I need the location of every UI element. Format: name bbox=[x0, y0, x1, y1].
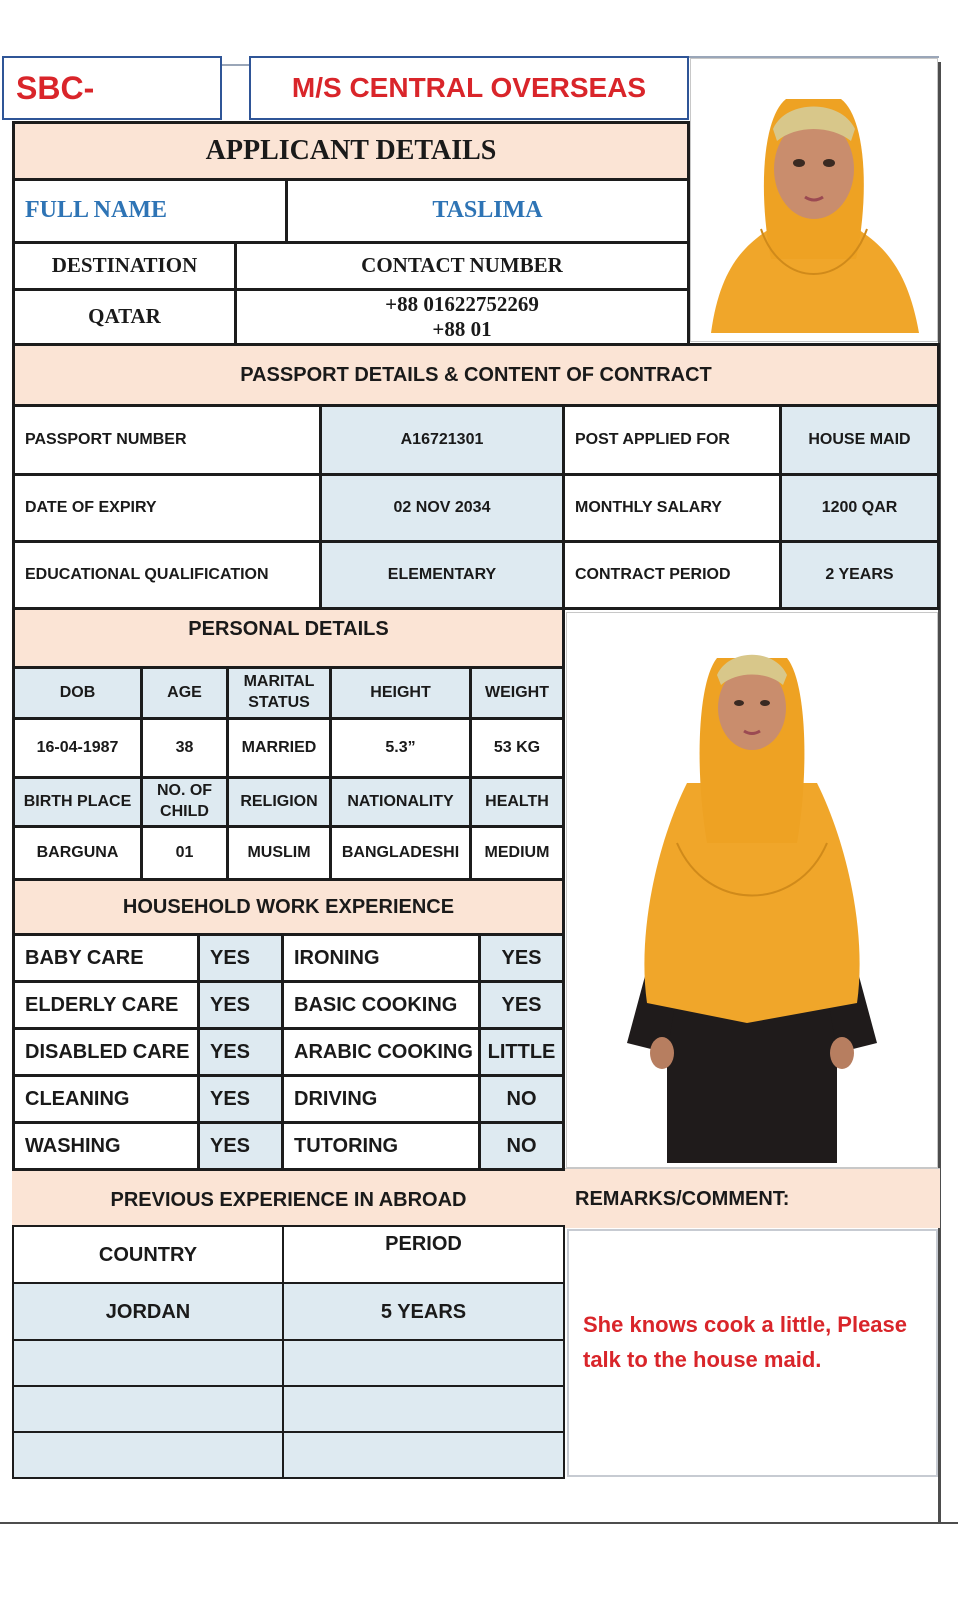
section-title-remarks: REMARKS/COMMENT: bbox=[565, 1168, 940, 1228]
post-applied-value: HOUSE MAID bbox=[779, 404, 940, 476]
monthly-salary-value: 1200 QAR bbox=[779, 473, 940, 543]
education-value: ELEMENTARY bbox=[319, 540, 565, 610]
household-skill-value: NO bbox=[478, 1074, 565, 1124]
abroad-empty-row bbox=[282, 1431, 565, 1479]
no-of-child-value: 01 bbox=[140, 825, 229, 881]
health-header: HEALTH bbox=[469, 776, 565, 828]
monthly-salary-label: MONTHLY SALARY bbox=[562, 473, 782, 543]
section-title-previous-experience-abroad: PREVIOUS EXPERIENCE IN ABROAD bbox=[12, 1168, 565, 1228]
date-of-expiry-value: 02 NOV 2034 bbox=[319, 473, 565, 543]
date-of-expiry-label: DATE OF EXPIRY bbox=[12, 473, 322, 543]
abroad-empty-row bbox=[282, 1385, 565, 1433]
nationality-value: BANGLADESHI bbox=[329, 825, 472, 881]
agency-name-box bbox=[249, 56, 689, 120]
household-skill-label: BABY CARE bbox=[12, 933, 200, 983]
ref-code: SBC- bbox=[16, 69, 95, 106]
remarks-box bbox=[567, 1229, 938, 1477]
weight-value: 53 KG bbox=[469, 717, 565, 779]
abroad-empty-row bbox=[12, 1339, 284, 1387]
marital-status-header: MARITAL STATUS bbox=[226, 666, 332, 720]
contract-period-value: 2 YEARS bbox=[779, 540, 940, 610]
household-skill-label: CLEANING bbox=[12, 1074, 200, 1124]
full-name-label: FULL NAME bbox=[12, 178, 288, 244]
household-skill-value: YES bbox=[197, 1121, 284, 1171]
section-title-applicant-details: APPLICANT DETAILS bbox=[12, 121, 690, 181]
education-label: EDUCATIONAL QUALIFICATION bbox=[12, 540, 322, 610]
abroad-period-value: 5 YEARS bbox=[282, 1282, 565, 1341]
abroad-country-value: JORDAN bbox=[12, 1282, 284, 1341]
household-skill-label: DRIVING bbox=[281, 1074, 481, 1124]
age-header: AGE bbox=[140, 666, 229, 720]
abroad-empty-row bbox=[12, 1385, 284, 1433]
no-of-child-header: NO. OF CHILD bbox=[140, 776, 229, 828]
destination-value: QATAR bbox=[12, 288, 237, 346]
applicant-full-body-photo bbox=[566, 612, 938, 1168]
dob-value: 16-04-1987 bbox=[12, 717, 143, 779]
age-value: 38 bbox=[140, 717, 229, 779]
section-title-household-work-experience: HOUSEHOLD WORK EXPERIENCE bbox=[12, 878, 565, 936]
birth-place-value: BARGUNA bbox=[12, 825, 143, 881]
height-header: HEIGHT bbox=[329, 666, 472, 720]
header-divider-line bbox=[222, 64, 250, 66]
household-skill-label: WASHING bbox=[12, 1121, 200, 1171]
page-right-edge bbox=[938, 62, 941, 1522]
applicant-headshot-photo bbox=[690, 58, 938, 342]
passport-number-value: A16721301 bbox=[319, 404, 565, 476]
nationality-header: NATIONALITY bbox=[329, 776, 472, 828]
post-applied-label: POST APPLIED FOR bbox=[562, 404, 782, 476]
contact-number-line-1: +88 01622752269 bbox=[385, 291, 539, 316]
household-skill-label: IRONING bbox=[281, 933, 481, 983]
abroad-period-header: PERIOD bbox=[282, 1225, 565, 1284]
religion-value: MUSLIM bbox=[226, 825, 332, 881]
full-body-illustration bbox=[567, 613, 937, 1167]
household-skill-label: DISABLED CARE bbox=[12, 1027, 200, 1077]
household-skill-label: TUTORING bbox=[281, 1121, 481, 1171]
remarks-text: She knows cook a little, Please talk to the house maid. bbox=[583, 1312, 908, 1372]
agency-name: M/S CENTRAL OVERSEAS bbox=[291, 72, 647, 103]
page-bottom-rule bbox=[0, 1522, 958, 1524]
household-skill-value: YES bbox=[197, 1027, 284, 1077]
height-value: 5.3” bbox=[329, 717, 472, 779]
household-skill-value: YES bbox=[478, 980, 565, 1030]
household-skill-label: ARABIC COOKING bbox=[281, 1027, 481, 1077]
contract-period-label: CONTRACT PERIOD bbox=[562, 540, 782, 610]
birth-place-header: BIRTH PLACE bbox=[12, 776, 143, 828]
household-skill-value: YES bbox=[197, 1074, 284, 1124]
dob-header: DOB bbox=[12, 666, 143, 720]
household-skill-label: BASIC COOKING bbox=[281, 980, 481, 1030]
headshot-illustration bbox=[691, 59, 937, 341]
section-title-passport-details: PASSPORT DETAILS & CONTENT OF CONTRACT bbox=[12, 343, 940, 407]
contact-number-line-2: +88 01 bbox=[432, 317, 492, 341]
contact-number-value bbox=[234, 288, 690, 346]
household-skill-value: YES bbox=[197, 980, 284, 1030]
household-skill-value: LITTLE bbox=[478, 1027, 565, 1077]
household-skill-value: NO bbox=[478, 1121, 565, 1171]
household-skill-value: YES bbox=[478, 933, 565, 983]
health-value: MEDIUM bbox=[469, 825, 565, 881]
household-skill-label: ELDERLY CARE bbox=[12, 980, 200, 1030]
weight-header: WEIGHT bbox=[469, 666, 565, 720]
contact-number-label: CONTACT NUMBER bbox=[234, 241, 690, 291]
abroad-country-header: COUNTRY bbox=[12, 1225, 284, 1284]
abroad-empty-row bbox=[12, 1431, 284, 1479]
destination-label: DESTINATION bbox=[12, 241, 237, 291]
section-title-personal-details: PERSONAL DETAILS bbox=[12, 607, 565, 669]
household-skill-value: YES bbox=[197, 933, 284, 983]
marital-status-value: MARRIED bbox=[226, 717, 332, 779]
ref-code-box bbox=[2, 56, 222, 120]
religion-header: RELIGION bbox=[226, 776, 332, 828]
full-name-value: TASLIMA bbox=[285, 178, 690, 244]
abroad-empty-row bbox=[282, 1339, 565, 1387]
passport-number-label: PASSPORT NUMBER bbox=[12, 404, 322, 476]
